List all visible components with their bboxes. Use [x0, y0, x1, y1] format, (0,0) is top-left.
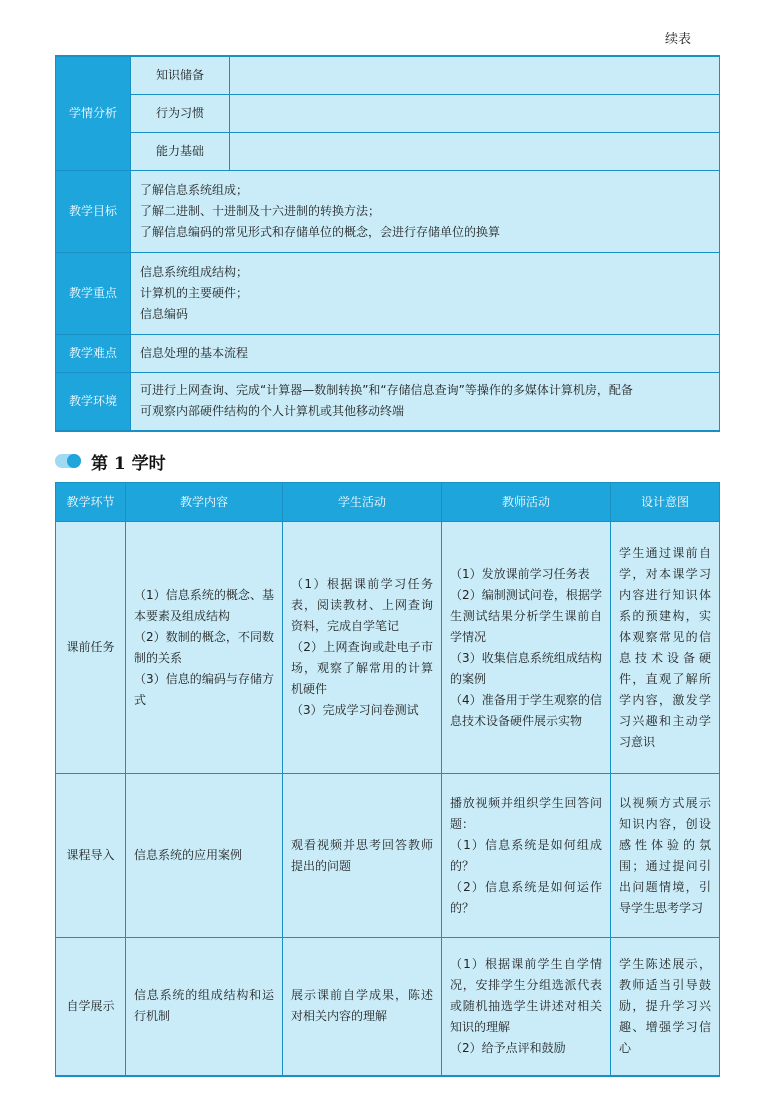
content-cell — [126, 938, 283, 1076]
table-row — [56, 938, 720, 1076]
difficulty-content: 信息处理的基本流程 — [131, 334, 720, 372]
cell-line: （1）信息系统的概念、基本要素及组成结构 — [134, 587, 274, 623]
cell-line: （3）完成学习问卷测试 — [291, 703, 419, 717]
content-cell — [126, 774, 283, 938]
goals-content — [131, 170, 720, 252]
key-points-content — [131, 252, 720, 334]
student-activity-cell — [283, 774, 442, 938]
table-row — [56, 522, 720, 774]
cell-line: 展示课前自学成果，陈述对相关内容的理解 — [291, 988, 433, 1024]
intent-cell: 学生陈述展示，教师适当引导鼓励，提升学习兴趣、增强学习信心 — [611, 938, 720, 1076]
goals-line: 了解信息系统组成； — [140, 182, 249, 197]
key-points-row — [56, 252, 720, 334]
intent-cell: 以视频方式展示知识内容，创设感性体验的氛围；通过提问引出问题情境，引导学生思考学习 — [611, 774, 720, 938]
analysis-label: 能力基础 — [131, 132, 230, 170]
environment-row — [56, 372, 720, 431]
cell-line: （2）编制测试问卷，根据学生测试结果分析学生课前自学情况 — [450, 587, 602, 644]
analysis-header: 学情分析 — [56, 56, 131, 170]
analysis-value — [230, 56, 720, 94]
cell-line: 播放视频并组织学生回答问题： — [450, 795, 602, 831]
column-header: 教师活动 — [442, 483, 611, 522]
cell-line: （1）根据课前学生自学情况，安排学生分组选派代表或随机抽选学生讲述对相关知识的理解 — [450, 956, 602, 1034]
cell-line: （1）发放课前学习任务表 — [450, 566, 590, 581]
teacher-activity-cell — [442, 522, 611, 774]
cell-line: （4）准备用于学生观察的信息技术设备硬件展示实物 — [450, 692, 602, 728]
analysis-row-knowledge — [56, 56, 720, 94]
cell-line: 信息系统的组成结构和运行机制 — [134, 988, 274, 1024]
cell-line: 观看视频并思考回答教师提出的问题 — [291, 837, 433, 873]
cell-line: （1）信息系统是如何组成的？ — [450, 837, 602, 873]
goals-line: 了解信息编码的常见形式和存储单位的概念，会进行存储单位的换算 — [140, 224, 501, 239]
key-points-line: 计算机的主要硬件； — [140, 285, 249, 300]
cell-line: （3）信息的编码与存储方式 — [134, 671, 274, 707]
cell-line: （2）数制的概念，不同数制的关系 — [134, 629, 274, 665]
lesson-activity-table — [55, 482, 720, 1077]
key-points-line: 信息编码 — [140, 306, 189, 321]
table-header-row — [56, 483, 720, 522]
goals-row — [56, 170, 720, 252]
section-pill-icon — [55, 454, 81, 468]
goals-line: 了解二进制、十进制及十六进制的转换方法； — [140, 203, 381, 218]
difficulty-header: 教学难点 — [56, 334, 131, 372]
analysis-label: 知识储备 — [131, 56, 230, 94]
analysis-row-habits — [56, 94, 720, 132]
analysis-label: 行为习惯 — [131, 94, 230, 132]
key-points-line: 信息系统组成结构； — [140, 264, 249, 279]
analysis-value — [230, 94, 720, 132]
cell-line: （2）上网查询或赴电子市场，观察了解常用的计算机硬件 — [291, 640, 433, 696]
table-row — [56, 774, 720, 938]
lesson-plan-overview-table — [55, 55, 720, 432]
continued-label: 续表 — [664, 32, 691, 47]
environment-header: 教学环境 — [56, 372, 131, 431]
intent-cell: 学生通过课前自学，对本课学习内容进行知识体系的预建构，实体观察常见的信息技术设备硬件，直观了解所学内容，激发学习兴趣和主动学习意识 — [611, 522, 720, 774]
content-cell — [126, 522, 283, 774]
section-heading — [55, 450, 166, 472]
teacher-activity-cell — [442, 774, 611, 938]
environment-line: 可观察内部硬件结构的个人计算机或其他移动终端 — [140, 404, 405, 419]
cell-line: （2）信息系统是如何运作的？ — [450, 879, 602, 915]
column-header: 学生活动 — [283, 483, 442, 522]
phase-cell: 课前任务 — [56, 522, 126, 774]
cell-line: （1）根据课前学习任务表，阅读教材、上网查询资料，完成自学笔记 — [291, 577, 433, 633]
column-header: 教学环节 — [56, 483, 126, 522]
column-header: 教学内容 — [126, 483, 283, 522]
cell-line: （2）给予点评和鼓励 — [450, 1040, 566, 1055]
environment-content — [131, 372, 720, 431]
section-title: 第 1 学时 — [91, 453, 166, 474]
difficulty-row — [56, 334, 720, 372]
phase-cell: 课程导入 — [56, 774, 126, 938]
teacher-activity-cell — [442, 938, 611, 1076]
phase-cell: 自学展示 — [56, 938, 126, 1076]
analysis-value — [230, 132, 720, 170]
environment-line: 可进行上网查询、完成“计算器—数制转换”和“存储信息查询”等操作的多媒体计算机房，配备 — [140, 383, 633, 398]
student-activity-cell — [283, 938, 442, 1076]
cell-line: 信息系统的应用案例 — [134, 848, 243, 862]
key-points-header: 教学重点 — [56, 252, 131, 334]
column-header: 设计意图 — [611, 483, 720, 522]
analysis-row-ability — [56, 132, 720, 170]
goals-header: 教学目标 — [56, 170, 131, 252]
student-activity-cell — [283, 522, 442, 774]
cell-line: （3）收集信息系统组成结构的案例 — [450, 650, 602, 686]
